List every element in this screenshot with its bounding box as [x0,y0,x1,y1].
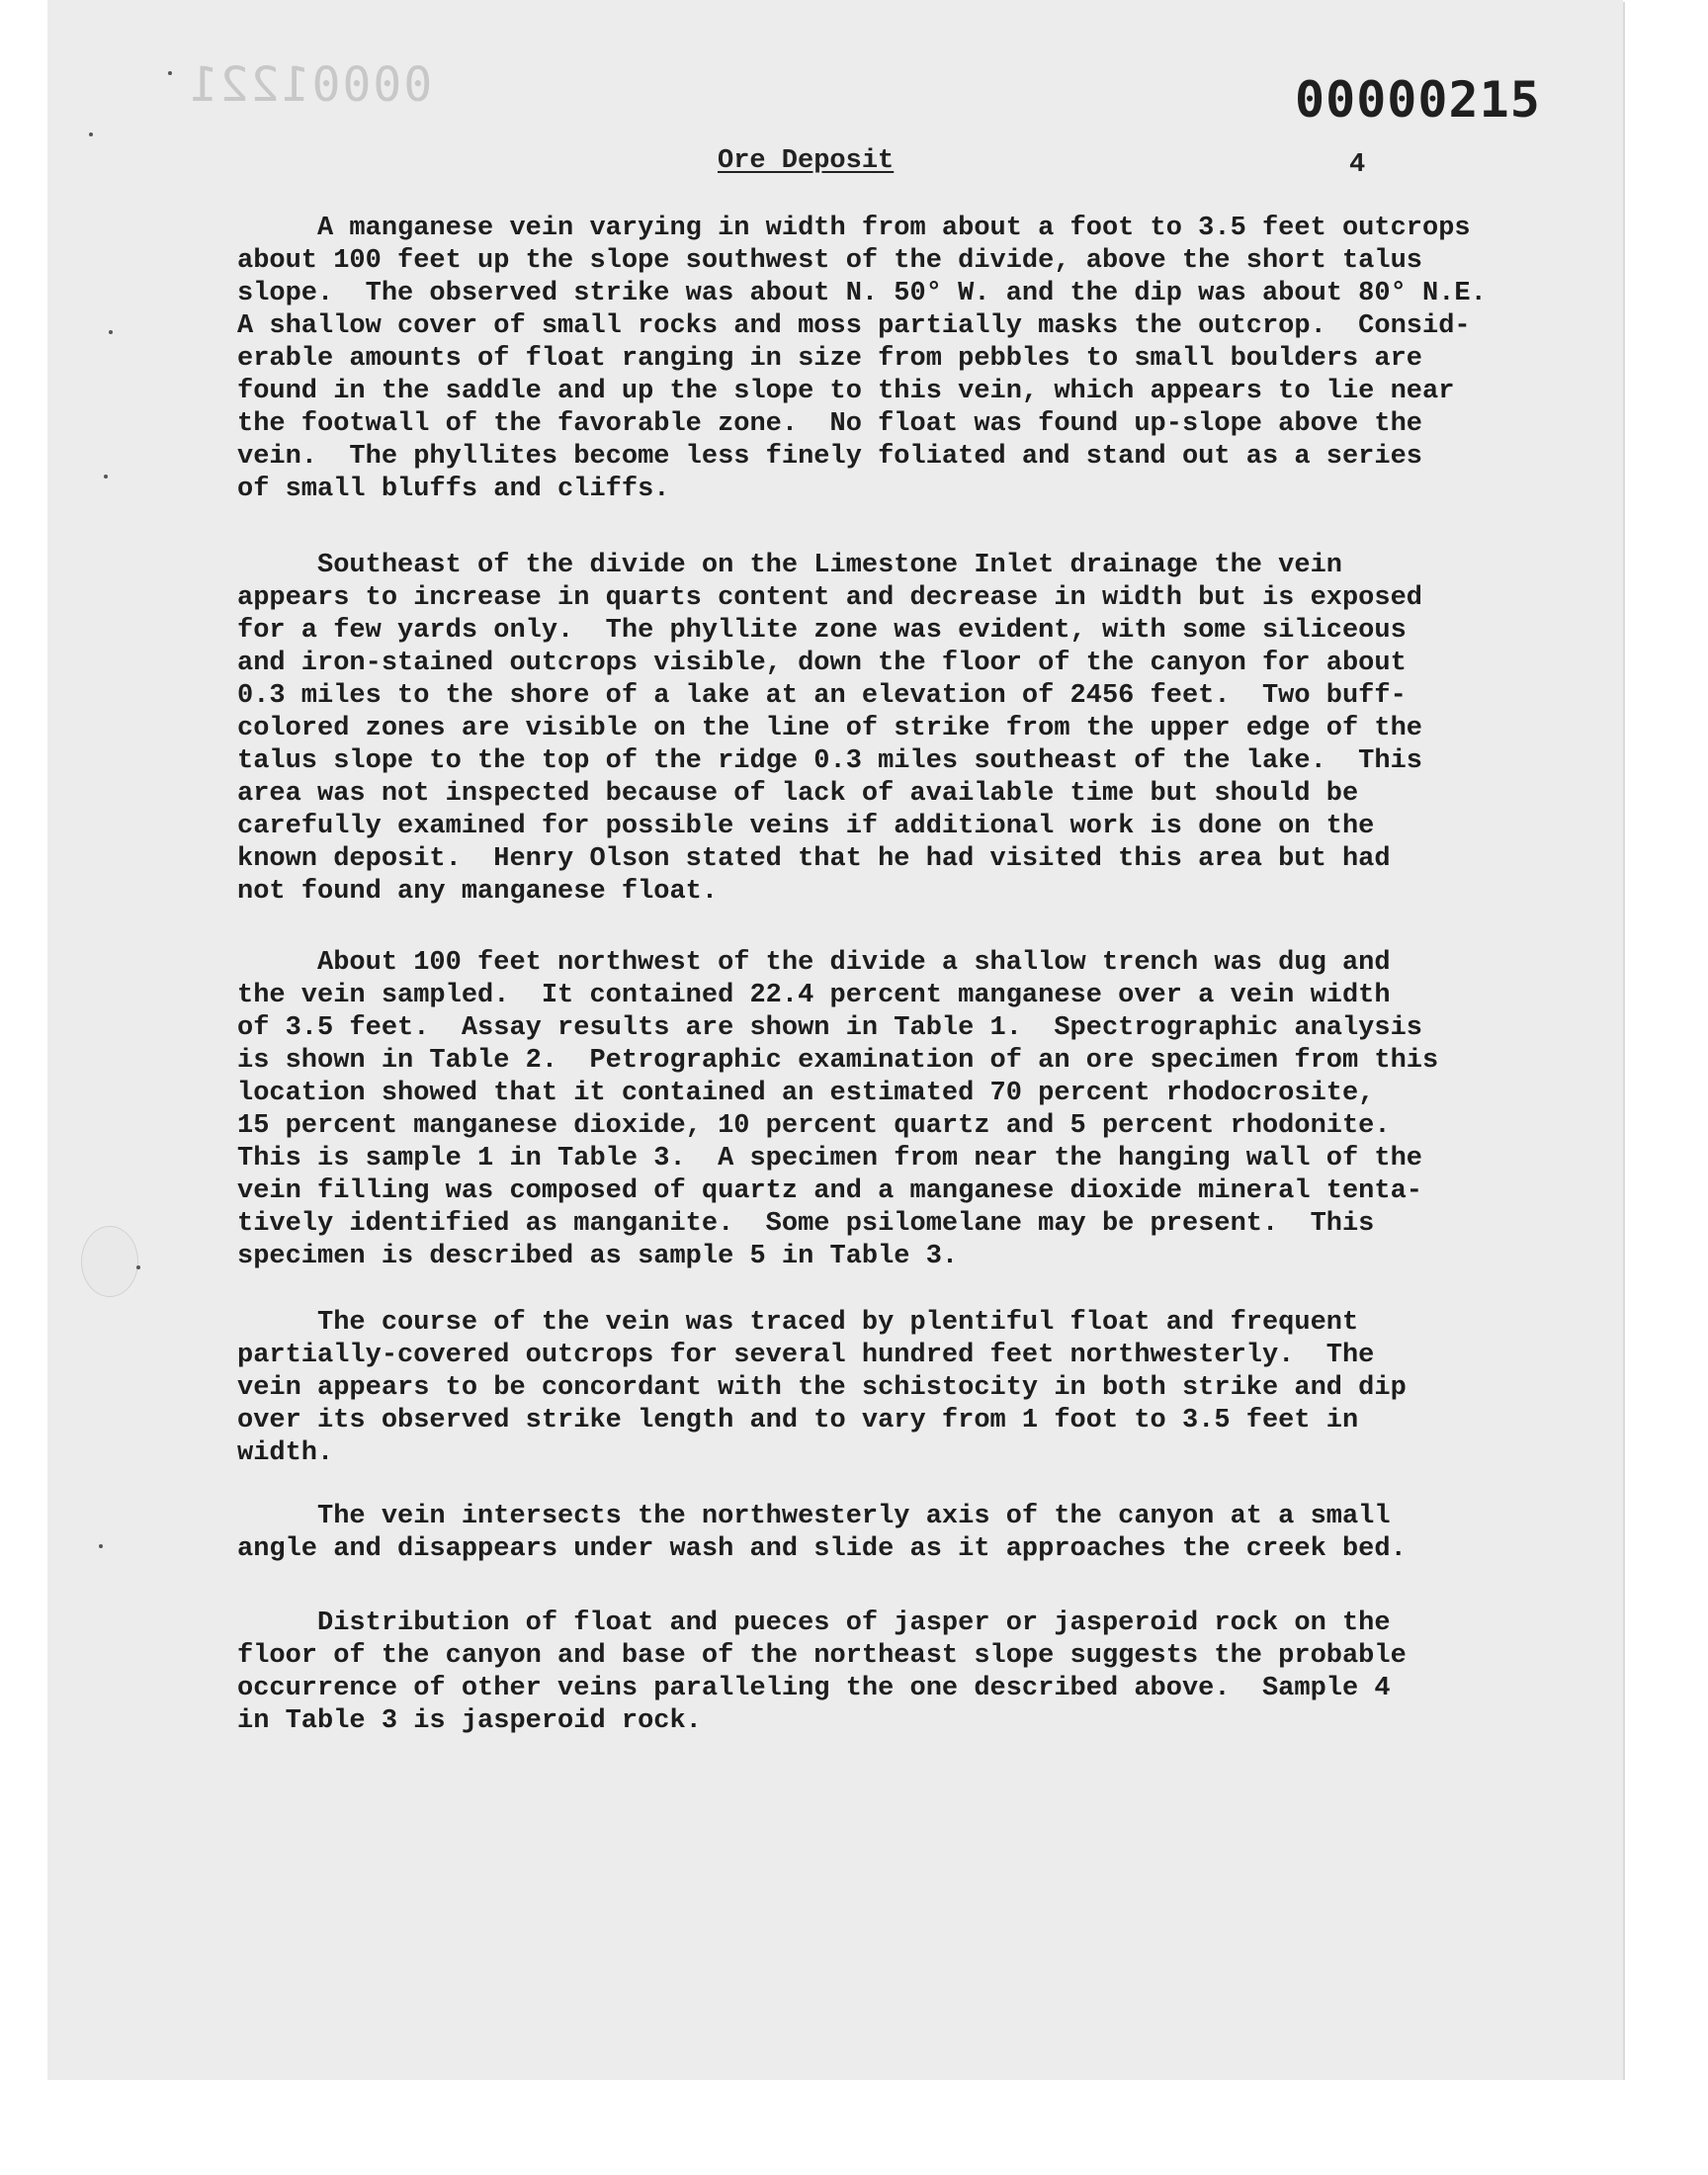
text-line: appears to increase in quarts content and decrease in width but is exposed [237,583,1422,613]
text-line: of 3.5 feet. Assay results are shown in Table 1. Spectrographic analysis [237,1013,1422,1043]
text-line: tively identified as manganite. Some psilomelane may be present. This [237,1209,1375,1239]
paragraph-vein-intersection [237,1501,1542,1566]
text-line: A shallow cover of small rocks and moss partially masks the outcrop. Consid- [237,311,1471,341]
scan-speck [109,330,113,334]
text-line: carefully examined for possible veins if additional work is done on the [237,812,1375,841]
paragraph-vein-course [237,1307,1542,1470]
text-line: colored zones are visible on the line of strike from the upper edge of the [237,714,1422,743]
text-line: the vein sampled. It contained 22.4 percent manganese over a vein width [237,981,1391,1010]
text-line: floor of the canyon and base of the northeast slope suggests the probable [237,1641,1407,1671]
text-line: found in the saddle and up the slope to this vein, which appears to lie near [237,377,1455,406]
text-line: Distribution of float and pueces of jasper or jasperoid rock on the [237,1609,1391,1638]
scan-speck [168,71,172,75]
text-line: area was not inspected because of lack of available time but should be [237,779,1359,809]
text-line: The vein intersects the northwesterly axis of the canyon at a small [237,1502,1391,1531]
text-line: 15 percent manganese dioxide, 10 percent quartz and 5 percent rhodonite. [237,1111,1391,1141]
text-line: is shown in Table 2. Petrographic examination of an ore specimen from this [237,1046,1439,1076]
text-line: This is sample 1 in Table 3. A specimen from near the hanging wall of the [237,1144,1422,1174]
text-line: vein filling was composed of quartz and a manganese dioxide mineral tenta- [237,1176,1422,1206]
text-line: erable amounts of float ranging in size from pebbles to small boulders are [237,344,1422,374]
scan-speck [104,475,108,478]
text-line: partially-covered outcrops for several hundred feet northwesterly. The [237,1341,1375,1370]
text-line: slope. The observed strike was about N. 50° W. and the dip was about 80° N.E. [237,279,1487,308]
bleed-through-stamp: 00001221 [188,57,433,113]
text-line: vein appears to be concordant with the schistocity in both strike and dip [237,1373,1407,1403]
scan-speck [99,1544,103,1548]
text-line: width. [237,1438,334,1468]
text-line: about 100 feet up the slope southwest of the divide, above the short talus [237,246,1422,276]
text-line: Southeast of the divide on the Limestone Inlet drainage the vein [237,551,1342,580]
scan-margin [0,2080,1708,2175]
paragraph-float-distribution [237,1608,1542,1738]
text-line: occurrence of other veins paralleling the one described above. Sample 4 [237,1674,1391,1703]
text-line: 0.3 miles to the shore of a lake at an elevation of 2456 feet. Two buff- [237,681,1407,711]
text-line: The course of the vein was traced by plentiful float and frequent [237,1308,1359,1338]
text-line: the footwall of the favorable zone. No float was found up-slope above the [237,409,1422,439]
text-line: location showed that it contained an estimated 70 percent rhodocrosite, [237,1079,1375,1108]
scan-speck [136,1265,140,1269]
text-line: and iron-stained outcrops visible, down the floor of the canyon for about [237,649,1407,678]
text-line: A manganese vein varying in width from about a foot to 3.5 feet outcrops [237,214,1471,243]
text-line: not found any manganese float. [237,877,719,907]
text-line: of small bluffs and cliffs. [237,475,670,504]
page-number: 4 [1349,150,1366,180]
document-stamp-number: 00000215 [1295,71,1541,129]
paragraph-southeast [237,550,1542,909]
text-line: About 100 feet northwest of the divide a shallow trench was dug and [237,948,1391,978]
page-title: Ore Deposit [718,146,895,176]
text-line: vein. The phyllites become less finely foliated and stand out as a series [237,442,1422,472]
text-line: in Table 3 is jasperoid rock. [237,1706,702,1736]
paragraph-outcrop [237,213,1542,506]
paragraph-northwest-trench [237,947,1542,1273]
scan-speck [89,132,93,136]
text-line: talus slope to the top of the ridge 0.3 miles southeast of the lake. This [237,746,1422,776]
text-line: for a few yards only. The phyllite zone was evident, with some siliceous [237,616,1407,646]
text-line: known deposit. Henry Olson stated that he had visited this area but had [237,844,1391,874]
text-line: over its observed strike length and to vary from 1 foot to 3.5 feet in [237,1406,1359,1436]
text-line: angle and disappears under wash and slide as it approaches the creek bed. [237,1534,1407,1564]
text-line: specimen is described as sample 5 in Table 3. [237,1242,959,1271]
punch-hole-mark [81,1226,138,1297]
